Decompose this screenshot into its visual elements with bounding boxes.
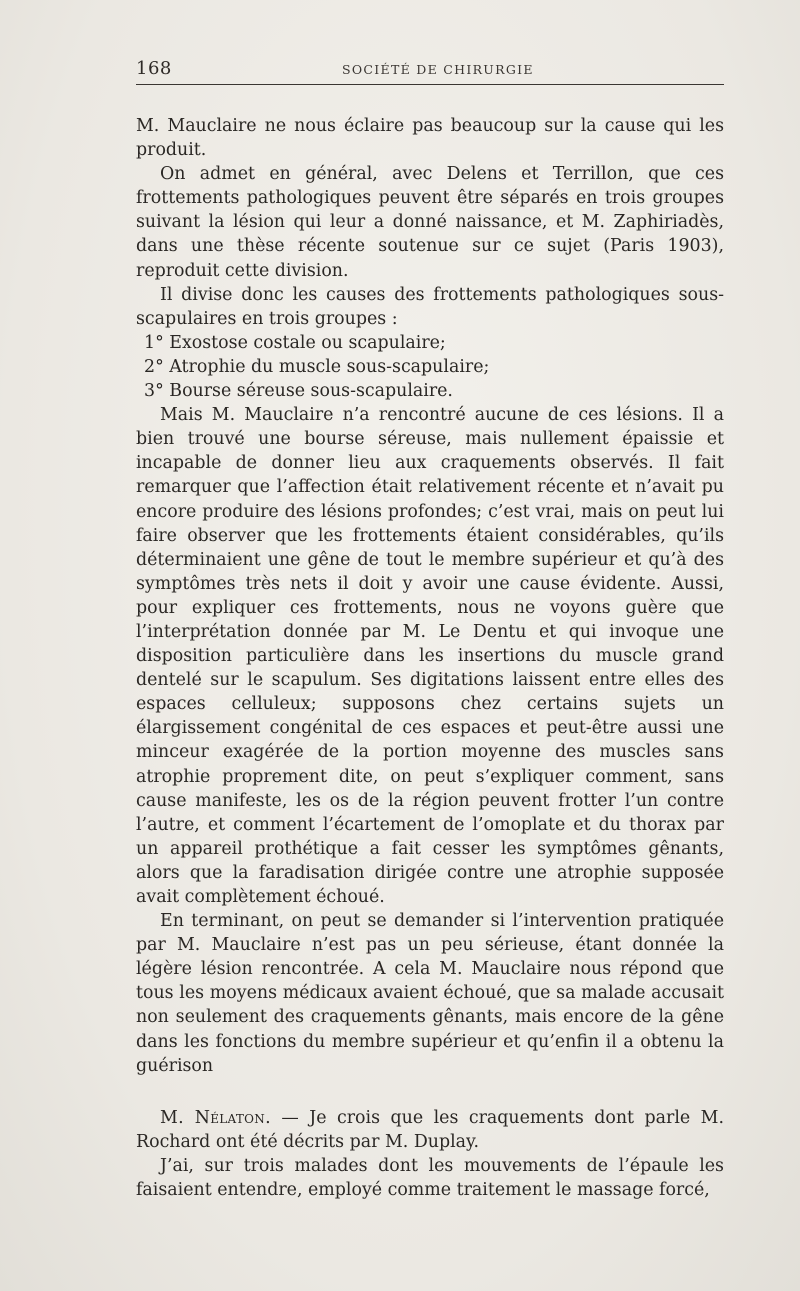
- list-item: 2° Atrophie du muscle sous-scapulaire;: [144, 356, 490, 377]
- running-head: SOCIÉTÉ DE CHIRURGIE: [342, 62, 534, 77]
- paragraph: Mais M. Mauclaire n’a rencontré aucune de ces lésions. Il a bien trouvé une bourse séreuse, mais nullement épaissie et incapable de donner lieu aux craquements observés. Il fait remarquer que l’affection était relativement récente et n’avait pu encore produire des lésions profondes; c’est vrai, mais on peut lui faire observer que les frottements étaient considérables, qu’ils déterminaient une gêne de tout le membre supérieur et qu’à des symptômes très nets il doit y avoir une cause évidente. Aussi, pour expliquer ces frottements, nous ne voyons guère que l’interprétation donnée par M. Le Dentu et qui invoque une disposition particulière dans les insertions du muscle grand dentelé sur le scapulum. Ses digitations laissent entre elles des espaces celluleux; supposons chez certains sujets un élargissement congénital de ces espaces et peut-être aussi une minceur exagérée de la portion moyenne des muscles sans atrophie proprement dite, on peut s’expliquer comment, sans cause manifeste, les os de la région peuvent frotter l’un contre l’autre, et comment l’écartement de l’omoplate et du thorax par un appareil prothétique a fait cesser les symptômes gênants, alors que la faradisation dirigée contre une atrophie supposée avait complètement échoué.: [136, 405, 724, 907]
- list-item: 3° Bourse séreuse sous-scapulaire.: [144, 381, 453, 402]
- paragraph: On admet en général, avec Delens et Terrillon, que ces frottements pathologiques peuvent être séparés en trois groupes suivant la lésion qui leur a donné naissance, et M. Zaphiriadès, dans une thèse récente soutenue sur ce sujet (Paris 1903), reproduit cette division.: [136, 164, 724, 281]
- section-gap: [136, 1078, 724, 1106]
- speaker-text: — Je crois que les craquements dont parle M. Rochard ont été décrits par M. Duplay.: [136, 1107, 724, 1152]
- paragraph: J’ai, sur trois malades dont les mouvements de l’épaule les faisaient entendre, employé comme traitement le massage forcé,: [136, 1155, 724, 1201]
- paragraph: M. Mauclaire ne nous éclaire pas beaucoup sur la cause qui les produit.: [136, 116, 724, 161]
- body-text: [136, 114, 724, 1202]
- list-item: 1° Exostose costale ou scapulaire;: [144, 332, 446, 353]
- paragraph: Il divise donc les causes des frottements pathologiques sous-scapulaires en trois groupes :: [136, 284, 724, 329]
- paragraph: En terminant, on peut se demander si l’intervention pratiquée par M. Mauclaire n’est pas un peu sérieuse, étant donnée la légère lésion rencontrée. A cela M. Mauclaire nous répond que tous les moyens médicaux avaient échoué, que sa malade accusait non seulement des craquements gênants, mais encore de la gêne dans les fonctions du membre supérieur et qu’enfin il a obtenu la guérison: [136, 911, 724, 1076]
- page-number: 168: [136, 58, 172, 79]
- paragraph-nelaton: [136, 1106, 724, 1154]
- page-header: [136, 58, 724, 85]
- speaker-name: M. Nélaton.: [160, 1107, 271, 1128]
